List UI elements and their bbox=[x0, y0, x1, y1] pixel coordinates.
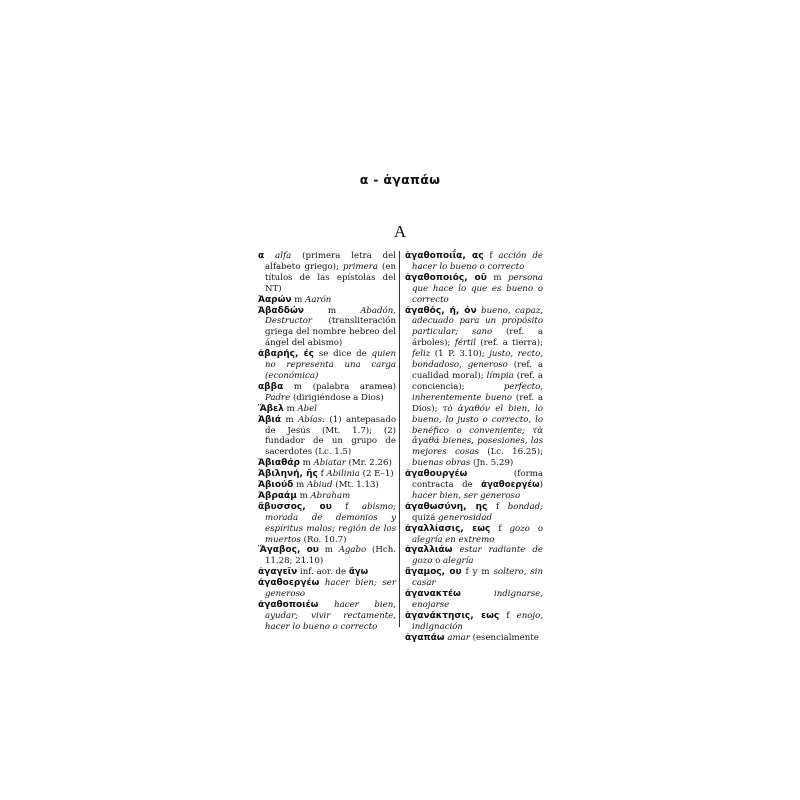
entry-text: f bbox=[499, 610, 517, 621]
entry-text: (1 P. 3.10); bbox=[430, 349, 490, 360]
dictionary-entry bbox=[258, 382, 396, 404]
entry-text bbox=[319, 600, 335, 610]
headword: Ἅγαβος, ου bbox=[258, 545, 319, 556]
dictionary-entry bbox=[405, 502, 543, 524]
definition-text: indignarse, enojarse bbox=[412, 589, 543, 610]
entry-text: (Jn. 5.29) bbox=[470, 458, 514, 469]
definition-text: enojo, indignación bbox=[412, 610, 543, 632]
entry-text: (Mt. 1.13) bbox=[332, 480, 379, 491]
entry-text: m bbox=[299, 458, 314, 469]
right-column bbox=[405, 251, 543, 644]
entry-text: (2 E–1) bbox=[359, 469, 394, 480]
definition-text: hacer bien; ser generoso bbox=[265, 578, 396, 600]
dictionary-entry bbox=[405, 611, 543, 633]
entry-text: m bbox=[296, 490, 311, 501]
entry-text: m bbox=[486, 272, 509, 283]
dictionary-entry bbox=[258, 480, 396, 491]
cross-reference: ἄγω bbox=[348, 567, 369, 578]
definition-text: límpia bbox=[486, 370, 514, 381]
entry-text bbox=[264, 251, 275, 261]
entry-text: (Mr. 2.26) bbox=[345, 458, 392, 469]
entry-text: (primera letra del alfabeto griego); bbox=[265, 251, 396, 272]
dictionary-entry bbox=[258, 458, 396, 469]
entry-text: (Hch. 11.28; 21.10) bbox=[265, 545, 396, 567]
definition-text: amar bbox=[447, 632, 470, 643]
headword: ἄβυσσος, ου bbox=[258, 501, 332, 512]
definition-text: generosidad bbox=[438, 512, 492, 523]
headword: Ἀβαδδών bbox=[258, 305, 304, 316]
headword: ἀγαθοεργέω bbox=[258, 578, 320, 589]
headword: ἀγαθοποιός, οῦ bbox=[405, 272, 487, 283]
definition-text: abismo; morada de demonios y espíritus malos; región de los muertos bbox=[265, 501, 396, 545]
definition-text: Abadón, Destructor bbox=[265, 305, 396, 327]
headword: Ἀβιούδ bbox=[258, 480, 294, 491]
dictionary-entry bbox=[405, 633, 543, 644]
dictionary-entry bbox=[258, 295, 396, 306]
headword: Ἅβελ bbox=[258, 403, 284, 414]
entry-text: m bbox=[318, 545, 339, 556]
cross-reference: ἀγαθοεργέω bbox=[481, 480, 540, 491]
entry-text: (esencialmente bbox=[469, 632, 539, 643]
definition-text: Abiud bbox=[306, 480, 333, 491]
dictionary-entry bbox=[405, 545, 543, 567]
entry-text: m bbox=[281, 414, 299, 425]
entry-text: m bbox=[291, 294, 306, 305]
headword: ἀγαθωσύνη, ης bbox=[405, 501, 488, 512]
definition-text: primera bbox=[343, 261, 378, 272]
headword: ἀβαρής, ές bbox=[258, 349, 314, 360]
dictionary-entry bbox=[405, 251, 543, 273]
definition-text: alegría bbox=[443, 556, 474, 567]
definition-text: Abiatar bbox=[313, 458, 346, 469]
entry-text: f bbox=[490, 523, 510, 534]
entry-text: m bbox=[303, 305, 361, 316]
definition-text: Abel bbox=[297, 403, 317, 414]
dictionary-entry bbox=[258, 251, 396, 295]
definition-text: perfecto, inherentemente bueno bbox=[412, 381, 543, 403]
entry-text: se dice de bbox=[314, 349, 372, 360]
headword: Ἀβιαθάρ bbox=[258, 458, 300, 469]
definition-text: alfa bbox=[275, 251, 292, 261]
entry-text: (forma contracta de bbox=[412, 469, 543, 491]
headword: ἀγαθοποιέω bbox=[258, 600, 319, 610]
definition-text: Aarón bbox=[305, 294, 332, 305]
entry-text: f bbox=[317, 469, 327, 480]
headword: Ἀβραάμ bbox=[258, 490, 297, 501]
dictionary-entry bbox=[405, 567, 543, 589]
dictionary-entry bbox=[258, 415, 396, 459]
entry-text: o bbox=[432, 556, 444, 567]
dictionary-entry bbox=[258, 306, 396, 350]
definition-text: fértil bbox=[454, 338, 477, 349]
headword: ἄγαμος, ου bbox=[405, 567, 462, 578]
definition-text: estar radiante de gozo bbox=[412, 545, 543, 567]
headword: Ἀαρών bbox=[258, 294, 292, 305]
definition-text: persona que hace lo que es bueno o correcto bbox=[412, 272, 543, 305]
headword: ἀγαπάω bbox=[405, 632, 445, 643]
entry-text: (dirigiéndose a Dios) bbox=[290, 392, 384, 403]
entry-text: quizá bbox=[412, 512, 439, 523]
entry-text: (ref. a conciencia); bbox=[412, 370, 543, 392]
entry-text: f bbox=[331, 501, 362, 512]
definition-text: Padre bbox=[265, 392, 291, 403]
definition-text: Abías: bbox=[298, 414, 325, 425]
definition-text: hacer bien, ser generoso bbox=[412, 490, 521, 501]
dictionary-entry bbox=[258, 404, 396, 415]
dictionary-entry bbox=[405, 273, 543, 306]
entry-text: f y m bbox=[461, 567, 494, 578]
definition-text: Agabo bbox=[338, 545, 367, 556]
entry-text: m bbox=[293, 480, 307, 491]
entry-text: (ref. a cualidad moral); bbox=[412, 360, 543, 381]
definition-text: bueno, capaz, adecuado para un propósito particular; sano bbox=[412, 305, 543, 338]
definition-text: quien no representa una carga (económica) bbox=[265, 349, 396, 381]
definition-text: justo, recto, bondadoso, generoso bbox=[412, 349, 543, 371]
dictionary-entry bbox=[258, 502, 396, 546]
headword: ἀγανάκτησις, εως bbox=[405, 610, 500, 621]
dictionary-entry bbox=[405, 524, 543, 546]
entry-text: (ref. a Dios); bbox=[412, 392, 543, 414]
headword: ἀγαγεῖν bbox=[258, 567, 298, 578]
entry-text: inf. aor. de bbox=[297, 567, 349, 578]
definition-text: soltero, sin casar bbox=[412, 567, 543, 589]
entry-text: (en títulos de las epístolas del NT) bbox=[265, 261, 396, 294]
definition-text: alegría en extremo bbox=[412, 534, 495, 545]
entry-text bbox=[461, 589, 494, 599]
definition-text: acción de hacer lo bueno o correcto bbox=[412, 251, 543, 272]
column-divider bbox=[399, 251, 400, 627]
dictionary-entry bbox=[258, 545, 396, 567]
dictionary-entry bbox=[258, 600, 396, 633]
entry-text: m bbox=[283, 403, 298, 414]
headword: ἀγαθός, ή, όν bbox=[405, 305, 477, 316]
headword: Ἀβιληνή, ῆς bbox=[258, 469, 318, 480]
entry-text: o bbox=[529, 523, 543, 534]
definition-text: Abilinia bbox=[326, 469, 360, 480]
dictionary-entry bbox=[258, 491, 396, 502]
definition-text: buenas obras bbox=[412, 458, 471, 469]
entry-text: (1) antepasado de Jesús (Mt. 1.7); (2) fundador de un grupo de sacerdotes (Lc. 1.5) bbox=[265, 414, 396, 458]
entry-text: m (palabra aramea) bbox=[283, 381, 396, 392]
headword: ἀγαλλιάω bbox=[405, 545, 453, 556]
definition-text: feliz bbox=[412, 349, 431, 360]
definition-text: hacer bien, ayudar; vivir rectamente, hacer lo bueno o correcto bbox=[265, 600, 396, 632]
headword: ἀγαθουργέω bbox=[405, 469, 468, 480]
definition-text: gozo bbox=[509, 523, 530, 534]
headword: ἀγανακτέω bbox=[405, 589, 461, 600]
entry-text: (ref. a tierra); bbox=[476, 338, 543, 349]
entry-text: (transliteración griega del nombre hebreo del ángel del abismo) bbox=[265, 316, 396, 349]
dictionary-entry bbox=[405, 306, 543, 470]
dictionary-entry bbox=[258, 567, 396, 578]
headword: α bbox=[258, 251, 265, 261]
dictionary-entry bbox=[258, 578, 396, 600]
entry-text: (ref. a árboles); bbox=[412, 327, 543, 349]
definition-text: bondad; bbox=[507, 501, 543, 512]
headword: ἀγαλλίασις, εως bbox=[405, 523, 491, 534]
dictionary-entry bbox=[405, 589, 543, 611]
entry-text: (Ro. 10.7) bbox=[300, 534, 347, 545]
dictionary-entry bbox=[258, 349, 396, 382]
entry-text: (Lc. 16.25); bbox=[478, 447, 543, 458]
definition-text: τὸ ἀγαθόν el bien, lo bueno, lo justo o correcto, lo benéfico o conveniente; τὰ ἀγαθά bienes, posesiones, las mejores cosas bbox=[412, 403, 543, 458]
entry-text: f bbox=[487, 501, 508, 512]
entry-text: f bbox=[483, 251, 499, 261]
left-column bbox=[258, 251, 396, 633]
dictionary-entry bbox=[258, 469, 396, 480]
dictionary-entry bbox=[405, 469, 543, 502]
running-head: α - ἀγαπάω bbox=[359, 172, 441, 187]
headword: Ἀβιά bbox=[258, 414, 282, 425]
entry-text: ) bbox=[539, 480, 543, 491]
definition-text: Abraham bbox=[310, 490, 351, 501]
headword: αββα bbox=[258, 381, 284, 392]
section-letter: A bbox=[393, 222, 407, 241]
headword: ἀγαθοποιΐα, ας bbox=[405, 251, 484, 261]
